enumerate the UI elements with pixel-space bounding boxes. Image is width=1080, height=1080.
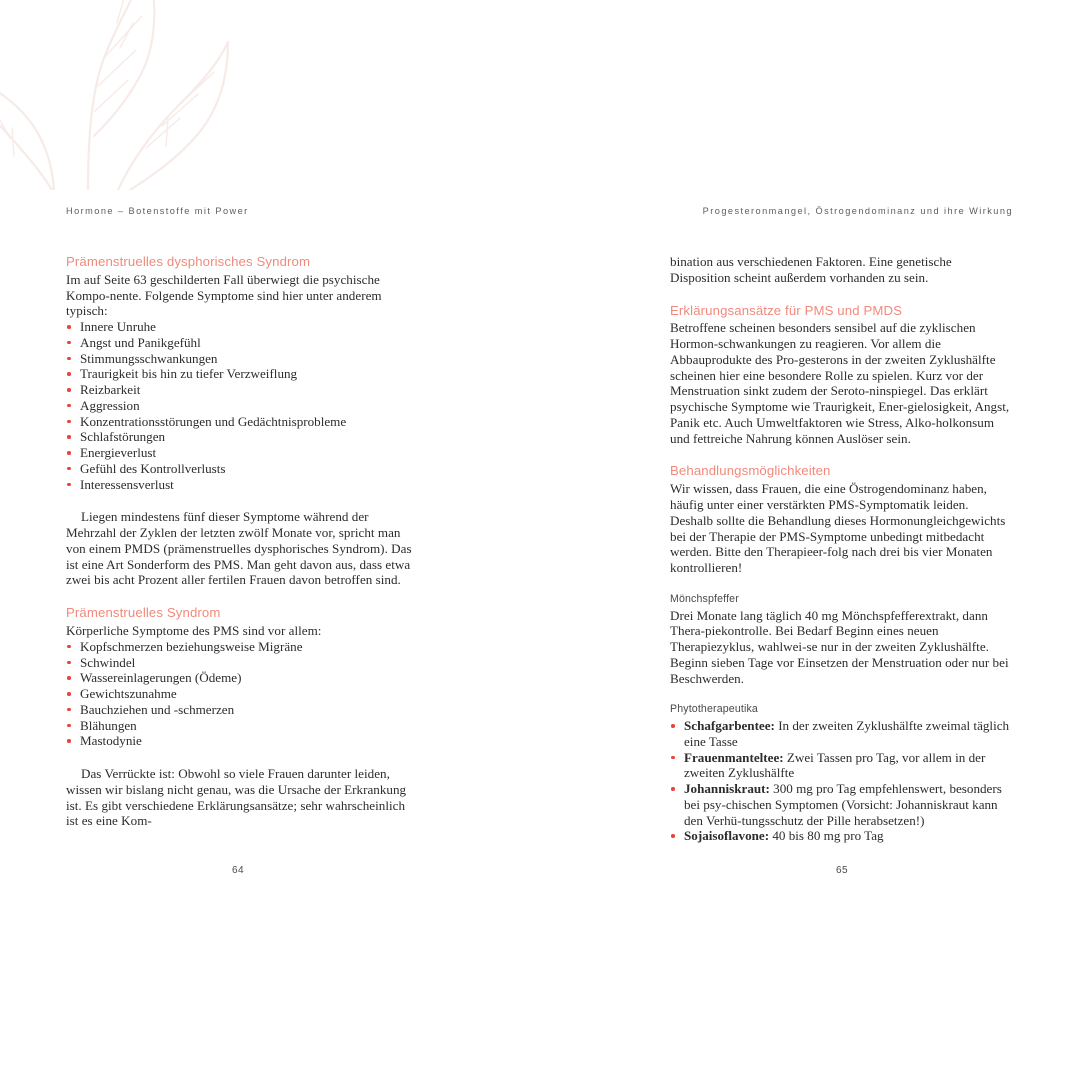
list-item: Mastodynie xyxy=(66,733,412,749)
paragraph-moenchspfeffer: Drei Monate lang täglich 40 mg Mönchspfefferextrakt, dann Thera-piekontrolle. Bei Bedarf Beginn eines neuen Therapiezyklus, wahlwei-se nur in der zweiten Zyklushälfte. Beginn sieben Tage vor Einsetzen der Menstruation oder nur bei Beschwerden. xyxy=(670,607,1009,686)
list-psychological-symptoms xyxy=(66,319,412,492)
list-item: Konzentrationsstörungen und Gedächtnisprobleme xyxy=(66,414,412,430)
list-item: Blähungen xyxy=(66,718,412,734)
running-head-left: Hormone – Botenstoffe mit Power xyxy=(66,206,249,216)
list-item-term: Sojaisoflavone: xyxy=(684,828,770,844)
list-item xyxy=(670,828,1014,844)
spacer xyxy=(670,576,1014,593)
page-number-left: 64 xyxy=(232,865,244,876)
running-head-right: Progesteronmangel, Östrogendominanz und ihre Wirkung xyxy=(702,206,1013,216)
list-item: Kopfschmerzen beziehungsweise Migräne xyxy=(66,639,412,655)
section-heading-pmds: Prämenstruelles dysphorisches Syndrom xyxy=(66,254,311,269)
text-column-right xyxy=(670,254,1014,844)
list-physical-symptoms xyxy=(66,639,412,749)
list-item: Bauchziehen und -schmerzen xyxy=(66,702,412,718)
section-heading-behandlung: Behandlungsmöglichkeiten xyxy=(670,463,831,479)
spacer xyxy=(66,749,412,766)
list-item: Stimmungsschwankungen xyxy=(66,351,412,367)
list-item xyxy=(670,781,1014,828)
paragraph-erklaerung: Betroffene scheinen besonders sensibel auf die zyklischen Hormon-schwankungen zu reagieren. Vor allem die Abbauprodukte des Pro-gesterons in der zweiten Zyklushälfte scheinen hier eine besondere Rolle zu spielen. Kurz vor der Menstruation sinkt zudem der Seroto-ninspiegel. Das erklärt psychische Symptome wie Traurigkeit, Ener-gielosigkeit, Angst, Panik etc. Auch Umweltfaktoren wie Stress, Alko-holkonsum und fettreiche Nahrung können Auslöser sein. xyxy=(670,320,1010,446)
list-item-text: 300 mg pro Tag empfehlenswert, besonders bei psy-chischen Symptomen (Vorsicht: Johanniskraut kann den Verhü-tungsschutz der Pille herabsetzen!) xyxy=(684,781,1002,828)
subheading-phytotherapeutika: Phytotherapeutika xyxy=(670,703,758,716)
spacer xyxy=(66,492,412,509)
list-item: Schwindel xyxy=(66,655,412,671)
list-item: Gewichtszunahme xyxy=(66,686,412,702)
page-right xyxy=(540,0,1080,1080)
section-heading-pms: Prämenstruelles Syndrom xyxy=(66,605,221,621)
paragraph-ursache: Das Verrückte ist: Obwohl so viele Frauen darunter leiden, wissen wir bislang nicht genau, was die Ursache der Erkrankung ist. Es gibt verschiedene Erklärungsansätze; sehr wahrscheinlich ist es eine Kom- xyxy=(66,766,407,829)
list-item-term: Schafgarbentee: xyxy=(684,718,775,734)
list-item: Wassereinlagerungen (Ödeme) xyxy=(66,670,412,686)
list-item: Angst und Panikgefühl xyxy=(66,335,412,351)
paragraph-pmds-intro: Im auf Seite 63 geschilderten Fall überwiegt die psychische Kompo-nente. Folgende Symptome sind hier unter anderem typisch: xyxy=(66,271,382,319)
spacer xyxy=(670,686,1014,703)
paragraph-behandlung: Wir wissen, dass Frauen, die eine Östrogendominanz haben, häufig unter einer verstärkten PMS-Symptomatik leiden. Deshalb sollte die Behandlung dieses Hormonungleichgewichts bei der Therapie der PMS-Symptome unbedingt mitbedacht werden. Bitte den Therapieer-folg nach drei bis vier Monaten kontrollieren! xyxy=(670,481,1006,576)
list-item: Interessensverlust xyxy=(66,477,412,493)
spacer xyxy=(66,588,412,605)
list-item: Aggression xyxy=(66,398,412,414)
list-item-text: In der zweiten Zyklushälfte zweimal täglich eine Tasse xyxy=(684,718,1010,749)
list-item-term: Frauenmanteltee: xyxy=(684,749,784,765)
spacer xyxy=(670,286,1014,303)
section-heading-erklaerungsansaetze: Erklärungsansätze für PMS und PMDS xyxy=(670,302,903,318)
paragraph-pms-intro: Körperliche Symptome des PMS sind vor allem: xyxy=(66,623,322,639)
list-item: Traurigkeit bis hin zu tiefer Verzweiflung xyxy=(66,366,412,382)
list-item: Energieverlust xyxy=(66,445,412,461)
list-item-term: Johanniskraut: xyxy=(684,781,770,797)
page-number-right: 65 xyxy=(836,865,848,876)
list-phytotherapeutika xyxy=(670,718,1014,844)
list-item xyxy=(670,750,1014,782)
paragraph-pmds-definition: Liegen mindestens fünf dieser Symptome während der Mehrzahl der Zyklen der letzten zwölf Monate vor, spricht man von einem PMDS (prämenstruelles dysphorisches Syndrom). Das ist eine Art Sonderform des PMS. Man geht davon aus, dass etwa zwei bis acht Prozent aller fertilen Frauen davon betroffen sind. xyxy=(66,509,412,588)
list-item: Gefühl des Kontrollverlusts xyxy=(66,461,412,477)
spacer xyxy=(670,446,1014,463)
list-item xyxy=(670,718,1014,750)
paragraph-continued: bination aus verschiedenen Faktoren. Eine genetische Disposition scheint außerdem vorhanden zu sein. xyxy=(670,254,952,285)
subheading-moenchspfeffer: Mönchspfeffer xyxy=(670,592,739,605)
list-item: Reizbarkeit xyxy=(66,382,412,398)
list-item: Schlafstörungen xyxy=(66,429,412,445)
list-item-text: Zwei Tassen pro Tag, vor allem in der zweiten Zyklushälfte xyxy=(684,749,986,781)
list-item: Innere Unruhe xyxy=(66,319,412,335)
text-column-left xyxy=(66,254,412,829)
list-item-text: 40 bis 80 mg pro Tag xyxy=(769,828,884,844)
